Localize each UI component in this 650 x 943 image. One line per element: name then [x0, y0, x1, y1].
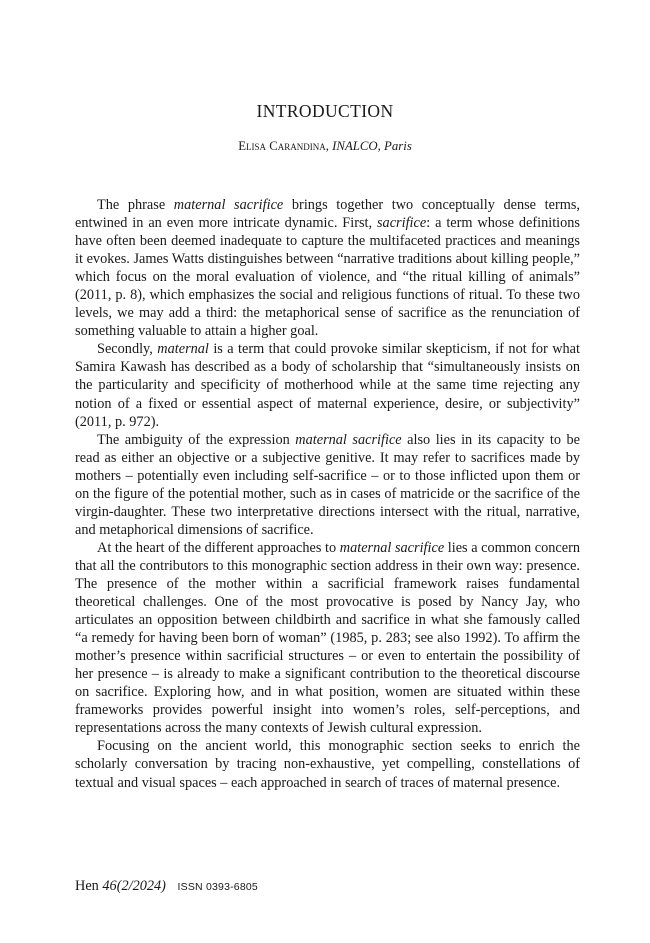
body-paragraph — [75, 340, 580, 430]
text-run: The ambiguity of the expression — [97, 431, 296, 448]
body-paragraph — [75, 539, 580, 738]
text-run: is a term that could provoke similar skepticism, if not for what Samira Kawash has described as a body of scholarship that “simultaneously insists on the particularity and specificity of motherhood while at the same time rejecting any notion of a fixed or essential aspect of maternal experience, desire, or subjectivity” (2011, p. 972). — [75, 341, 580, 430]
journal-name: Hen — [75, 878, 99, 894]
body-paragraph — [75, 431, 580, 539]
text-run: brings together two conceptually dense terms, entwined in an even more intricate dynamic. First, — [75, 197, 580, 232]
text-run: At the heart of the different approaches to — [97, 539, 340, 556]
italic-text-run: maternal sacrifice — [173, 197, 284, 213]
author-affiliation: INALCO, Paris — [332, 139, 412, 153]
italic-text-run: maternal — [157, 341, 209, 358]
text-run: : a term whose definitions have often been deemed inadequate to capture the multifaceted practices and meanings it evokes. James Watts distinguishes between “narrative traditions about killing people,” which focus on the moral evaluation of violence, and “the ritual killing of animals” (2011, p. 8), which emphasizes the social and religious functions of ritual. To these two levels, we may add a third: the metaphorical sense of sacrifice as the renunciation of something valuable to attain a higher goal. — [75, 215, 580, 340]
italic-text-run: sacrifice — [376, 215, 427, 232]
author-byline — [0, 139, 650, 154]
body-paragraph — [75, 196, 580, 340]
body-paragraph — [75, 737, 580, 791]
journal-issn: ISSN 0393-6805 — [177, 881, 258, 893]
italic-text-run: maternal sacrifice — [339, 539, 445, 556]
byline-separator: , — [325, 139, 333, 153]
text-run: The phrase — [97, 197, 174, 213]
text-run: Focusing on the ancient world, this monographic section seeks to enrich the scholarly conversation by tracing non-exhaustive, yet compelling, constellations of textual and visual spaces – each approached in search of traces of maternal presence. — [75, 738, 580, 791]
text-run: also lies in its capacity to be read as either an objective or a subjective genitive. It may refer to sacrifices made by mothers – potentially even including self-sacrifice – or to those inflicted upon them or on the figure of the potential mother, such as in cases of matricide or the sacrifice of the virgin-daughter. These two interpretative directions intersect with the ritual, narrative, and metaphorical dimensions of sacrifice. — [75, 431, 580, 538]
article-body — [75, 196, 580, 792]
page-footer — [75, 878, 258, 895]
text-run: Secondly, — [97, 341, 158, 358]
journal-issue: 46(2/2024) — [102, 878, 166, 894]
author-name: Elisa Carandina — [238, 139, 326, 153]
italic-text-run: maternal sacrifice — [295, 431, 402, 448]
text-run: lies a common concern that all the contributors to this monographic section address in their own way: presence. The presence of the mother within a sacrificial framework raises fundamental theoretical challenges. One of the most provocative is posed by Nancy Jay, who articulates an opposition between childbirth and sacrifice in what she famously called “a remedy for having been born of woman” (1985, p. 283; see also 1992). To affirm the mother’s presence within sacrificial structures – or even to entertain the possibility of her presence – is already to make a significant contribution to the theoretical discourse on sacrifice. Exploring how, and in what position, women are situated within these frameworks provides powerful insight into women’s roles, self-perceptions, and representations across the many contexts of Jewish cultural expression. — [75, 539, 580, 737]
article-title: INTRODUCTION — [256, 101, 394, 121]
